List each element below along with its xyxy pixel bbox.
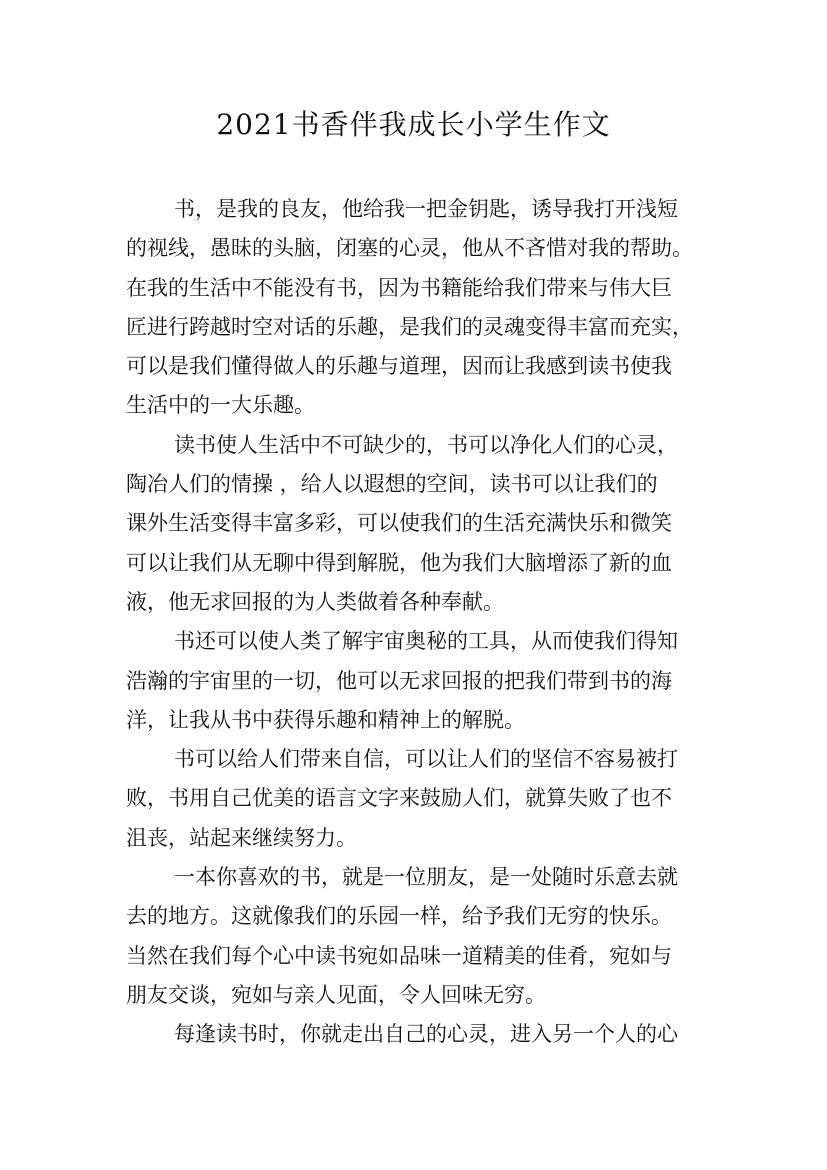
- text-line: 书还可以使人类了解宇宙奥秘的工具，从而使我们得知: [174, 629, 678, 654]
- text-line: 浩瀚的宇宙里的一切，他可以无求回报的把我们带到书的海: [126, 668, 672, 693]
- text-line: 朋友交谈，宛如与亲人见面，令人回味无穷。: [126, 982, 546, 1007]
- text-line: 匠进行跨越时空对话的乐趣，是我们的灵魂变得丰富而充实，: [126, 314, 693, 339]
- document-title: 2021书香伴我成长小学生作文: [216, 108, 611, 141]
- text-line: 生活中的一大乐趣。: [126, 393, 315, 418]
- text-line: 一本你喜欢的书，就是一位朋友，是一处随时乐意去就: [174, 865, 678, 890]
- text-line: 沮丧，站起来继续努力。: [126, 825, 357, 850]
- text-line: 可以是我们懂得做人的乐趣与道理，因而让我感到读书使我: [126, 354, 672, 379]
- text-line: 课外生活变得丰富多彩，可以使我们的生活充满快乐和微笑: [126, 511, 672, 536]
- paragraph: [126, 740, 711, 858]
- document-body: [126, 190, 711, 1055]
- text-line: 液，他无求回报的为人类做着各种奉献。: [126, 589, 504, 614]
- text-line: 每逢读书时，你就走出自己的心灵，进入另一个人的心: [174, 1022, 678, 1047]
- text-line: 当然在我们每个心中读书宛如品味一道精美的佳肴，宛如与: [126, 943, 672, 968]
- text-line: 读书使人生活中不可缺少的，书可以净化人们的心灵，: [174, 432, 678, 457]
- text-line: 书可以给人们带来自信，可以让人们的坚信不容易被打: [174, 747, 678, 772]
- text-line: 在我的生活中不能没有书，因为书籍能给我们带来与伟大巨: [126, 275, 672, 300]
- paragraph: [126, 858, 711, 1015]
- text-line: 的视线，愚昧的头脑，闭塞的心灵，他从不吝惜对我的帮助。: [126, 236, 693, 261]
- paragraph: [126, 426, 711, 622]
- text-line: 可以让我们从无聊中得到解脱，他为我们大脑增添了新的血: [126, 550, 672, 575]
- text-line: 书，是我的良友，他给我一把金钥匙，诱导我打开浅短: [174, 197, 678, 221]
- paragraph: [126, 622, 711, 740]
- paragraph: [126, 1015, 711, 1054]
- text-line: 陶冶人们的情操 ，给人以遐想的空间，读书可以让我们的: [126, 472, 658, 497]
- text-line: 败，书用自己优美的语言文字来鼓励人们，就算失败了也不: [126, 786, 672, 811]
- text-line: 去的地方。这就像我们的乐园一样，给予我们无穷的快乐。: [126, 904, 672, 929]
- paragraph: [126, 190, 711, 426]
- text-line: 洋，让我从书中获得乐趣和精神上的解脱。: [126, 707, 525, 732]
